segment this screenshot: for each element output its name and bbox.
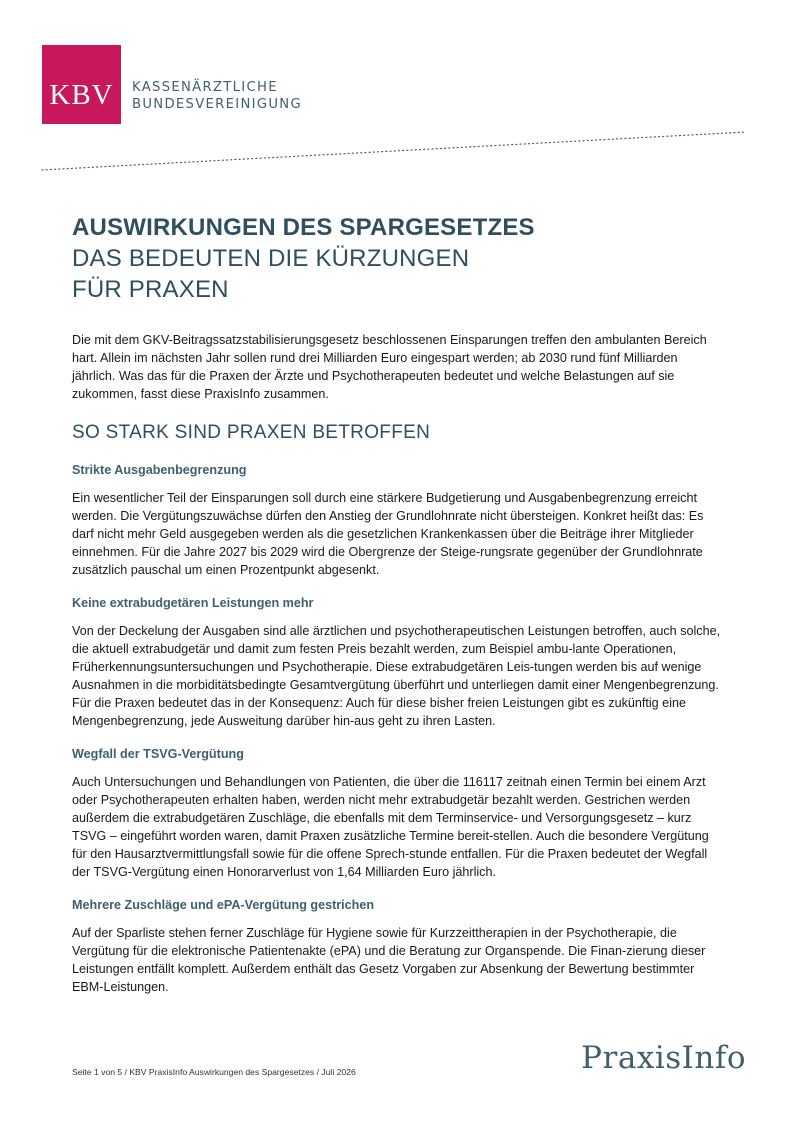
subsection-text: Von der Deckelung der Ausgaben sind alle ärztlichen und psychotherapeutischen Leistungen betroffen, auch solche, die aktuell extrabudgetär und damit zum festen Preis bezahlt werden, zum Beispiel ambu-lante Operationen, Früherkennungsuntersuchungen und Psychotherapie. Diese extrabudgetären Leis-tungen werden bis auf wenige Ausnahmen in die morbiditätsbedingte Gesamtvergütung überführt und unterliegen damit einer Mengenbegrenzung. Für die Praxen bedeutet das in der Konsequenz: Auch für diese bisher freien Leistungen gibt es zukünftig eine Mengenbegrenzung, jede Ausweitung darüber hin-aus geht zu ihren Lasten.: [72, 624, 721, 728]
section-zuschlaege: [72, 896, 722, 996]
org-name-line1: KASSENÄRZTLICHE: [132, 80, 278, 95]
subsection-heading: Strikte Ausgabenbegrenzung: [72, 463, 247, 477]
subsection-heading: Keine extrabudgetären Leistungen mehr: [72, 596, 314, 610]
subsection-heading: Mehrere Zuschläge und ePA-Vergütung gestrichen: [72, 898, 375, 912]
intro-paragraph: Die mit dem GKV-Beitragssatzstabilisierungsgesetz beschlossenen Einsparungen treffen den ambulanten Bereich hart. Allein im nächsten Jahr sollen rund drei Milliarden Euro eingespart werden; ab 2030 rund fünf Milliarden jährlich. Was das für die Praxen der Ärzte und Psychotherapeuten bedeutet und welche Belastungen auf sie zukommen, fasst diese PraxisInfo zusammen.: [72, 333, 707, 401]
section-tsvg: [72, 745, 722, 881]
section-ausgabenbegrenzung: [72, 461, 722, 579]
title-line-2: DAS BEDEUTEN DIE KÜRZUNGEN: [72, 245, 470, 272]
page-footer-info: Seite 1 von 5 / KBV PraxisInfo Auswirkungen des Spargesetzes / Juli 2026: [72, 1067, 356, 1077]
dotted-divider: [40, 100, 750, 180]
section-extrabudgetaer: [72, 594, 722, 730]
section-heading: SO STARK SIND PRAXEN BETROFFEN: [72, 422, 431, 443]
subsection-text: Ein wesentlicher Teil der Einsparungen soll durch eine stärkere Budgetierung und Ausgabenbegrenzung erreicht werden. Die Vergütungszuwächse dürfen den Anstieg der Grundlohnrate nicht übersteigen. Konkret heißt das: Es darf nicht mehr Geld ausgegeben werden als die gesetzlichen Krankenkassen über die Beiträge ihrer Mitglieder einnehmen. Für die Jahre 2027 bis 2029 wird die Obergrenze der Steige-rungsrate gegenüber der Grundlohnrate zusätzlich pauschal um einen Prozentpunkt abgesenkt.: [72, 491, 704, 577]
main-content: [72, 212, 722, 1011]
subsection-heading: Wegfall der TSVG-Vergütung: [72, 747, 244, 761]
org-name-line2: BUNDESVEREINIGUNG: [132, 97, 302, 112]
subsection-text: Auch Untersuchungen und Behandlungen von Patienten, die über die 116117 zeitnah einen Termin bei einem Arzt oder Psychotherapeuten erhalten haben, werden nicht mehr extrabudgetär bezahlt werden. Gestrichen werden außerdem die extrabudgetären Zuschläge, die ebenfalls mit dem Terminservice- und Versorgungsgesetz – kurz TSVG – eingeführt worden waren, damit Praxen zusätzliche Termine bereit-stellen. Auch die besondere Vergütung für den Hausarztvermittlungsfall sowie für die offene Sprech-stunde entfallen. Für die Praxen bedeutet der Wegfall der TSVG-Vergütung einen Honorarverlust von 1,64 Milliarden Euro jährlich.: [72, 775, 709, 879]
subsection-text: Auf der Sparliste stehen ferner Zuschläge für Hygiene sowie für Kurzzeittherapien in der Psychotherapie, die Vergütung für die elektronische Patientenakte (ePA) und die Beratung zur Organspende. Die Finan-zierung dieser Leistungen entfällt komplett. Außerdem enthält das Gesetz Vorgaben zur Absenkung der Bewertung bestimmter EBM-Leistungen.: [72, 926, 706, 994]
logo-text: KBV: [49, 79, 114, 111]
title-line-1: AUSWIRKUNGEN DES SPARGESETZES: [72, 214, 535, 241]
praxisinfo-wordmark: PraxisInfo: [581, 1040, 746, 1076]
title-line-3: FÜR PRAXEN: [72, 276, 229, 303]
